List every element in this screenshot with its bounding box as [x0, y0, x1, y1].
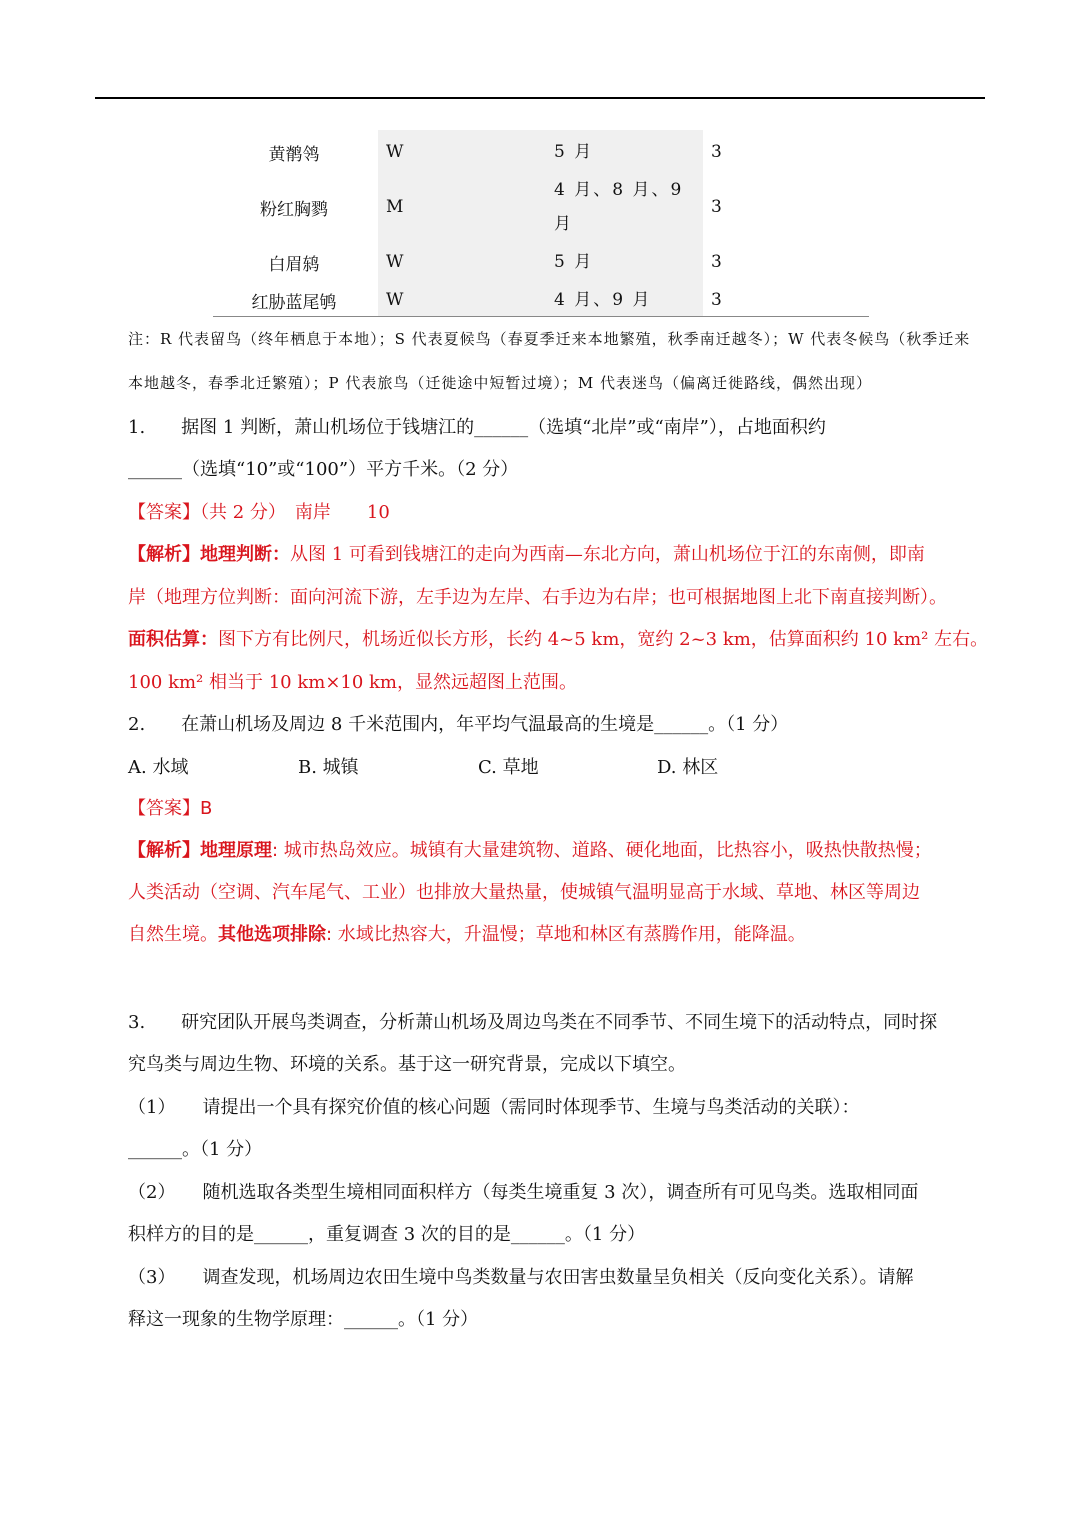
- analysis-text: : 水域比热容大，升温慢；草地和林区有蒸腾作用，能降温。: [326, 924, 806, 945]
- bird-month-line2: 月: [554, 214, 573, 234]
- bird-name: 白眉鸫: [268, 254, 320, 275]
- q1-analysis-line3: [128, 625, 998, 651]
- bird-month: 5 月: [498, 130, 703, 174]
- q3-sub1-line1: （1） 请提出一个具有探究价值的核心问题（需同时体现季节、生境与鸟类活动的关联）：: [128, 1097, 860, 1118]
- analysis-heading: 地理判断：: [200, 544, 290, 565]
- q1-stem-line2: ______（选填“10”或“100”）平方千米。（2 分）: [128, 459, 519, 480]
- q2-analysis-line2: 人类活动（空调、汽车尾气、工业）也排放大量热量，使城镇气温明显高于水域、草地、林区等周边: [128, 882, 920, 903]
- q1-answer: 【答案】（共 2 分） 南岸 10: [128, 502, 390, 523]
- bird-count: 3: [711, 252, 722, 272]
- q2-option-b: B. 城镇: [298, 757, 359, 778]
- bird-month-line1: 4 月、8 月、9: [554, 180, 684, 200]
- bird-type: W: [378, 130, 498, 174]
- q3-sub3-line1: （3） 调查发现，机场周边农田生境中鸟类数量与农田害虫数量呈负相关（反向变化关系）。请解: [128, 1267, 914, 1288]
- analysis-text: : 城市热岛效应。城镇有大量建筑物、道路、硬化地面，比热容小，吸热快散热慢；: [272, 840, 932, 861]
- q3-sub2-line2: 积样方的目的是______，重复调查 3 次的目的是______。（1 分）: [128, 1224, 646, 1245]
- table-row: [213, 130, 869, 174]
- table-row: [213, 284, 869, 316]
- q1-analysis-line4: 100 km² 相当于 10 km×10 km，显然远超图上范围。: [128, 672, 577, 693]
- bird-month: 4 月、9 月: [498, 284, 703, 316]
- bird-month: [498, 174, 703, 240]
- q3-stem-line1: 3. 研究团队开展鸟类调查，分析萧山机场及周边鸟类在不同季节、不同生境下的活动特点，同时探: [128, 1012, 938, 1033]
- q3-sub1-line2: ______。（1 分）: [128, 1139, 263, 1160]
- bird-type: W: [378, 240, 498, 284]
- table-note-line1: 注：R 代表留鸟（终年栖息于本地）；S 代表夏候鸟（春夏季迁来本地繁殖，秋季南迁越冬）；W 代表冬候鸟（秋季迁来: [128, 330, 971, 348]
- table-bottom-rule: [213, 316, 869, 317]
- q2-stem: 2. 在萧山机场及周边 8 千米范围内，年平均气温最高的生境是______。（1 分）: [128, 714, 789, 735]
- bird-name: 红胁蓝尾鸲: [251, 292, 337, 313]
- analysis-text: 从图 1 可看到钱塘江的走向为西南—东北方向，萧山机场位于江的东南侧，即南: [290, 544, 925, 565]
- bird-count: 3: [711, 142, 722, 162]
- analysis-text: 图下方有比例尺，机场近似长方形，长约 4~5 km，宽约 2~3 km，估算面积约 10 km² 左右。: [218, 629, 989, 650]
- analysis-heading: 面积估算：: [128, 629, 218, 650]
- bird-name: 黄鹡鸰: [268, 144, 320, 165]
- bird-count: 3: [711, 197, 722, 217]
- q3-sub2-line1: （2） 随机选取各类型生境相同面积样方（每类生境重复 3 次），调查所有可见鸟类。选取相同面: [128, 1182, 919, 1203]
- q1-analysis-line2: 岸（地理方位判断：面向河流下游，左手边为左岸、右手边为右岸；也可根据地图上北下南直接判断）。: [128, 587, 947, 608]
- table-row: [213, 174, 869, 240]
- bird-type: M: [378, 174, 498, 240]
- table-note-line2: 本地越冬，春季北迁繁殖）；P 代表旅鸟（迁徙途中短暂过境）；M 代表迷鸟（偏离迁徙路线，偶然出现）: [128, 374, 872, 392]
- q3-stem-line2: 究鸟类与周边生物、环境的关系。基于这一研究背景，完成以下填空。: [128, 1054, 686, 1075]
- q2-analysis-line3: [128, 920, 998, 946]
- bird-name: 粉红胸鹨: [260, 199, 328, 220]
- q2-option-c: C. 草地: [478, 757, 539, 778]
- bird-month: 5 月: [498, 240, 703, 284]
- q2-analysis-line1: [128, 836, 998, 862]
- q2-option-d: D. 林区: [657, 757, 719, 778]
- table-row: [213, 240, 869, 284]
- q3-sub3-line2: 释这一现象的生物学原理：______。（1 分）: [128, 1309, 479, 1330]
- q2-answer: 【答案】B: [128, 798, 213, 819]
- q1-analysis-line1: [128, 540, 998, 566]
- analysis-heading: 其他选项排除: [218, 924, 326, 945]
- analysis-text: 自然生境。: [128, 924, 218, 945]
- bird-count: 3: [711, 290, 722, 310]
- analysis-heading: 地理原理: [200, 840, 272, 861]
- q2-option-a: A. 水域: [128, 757, 189, 778]
- analysis-tag: 【解析】: [128, 840, 200, 861]
- bird-type: W: [378, 284, 498, 316]
- bird-table: [213, 130, 869, 317]
- q1-stem-line1: 1. 据图 1 判断，萧山机场位于钱塘江的______（选填“北岸”或“南岸”），占地面积约: [128, 417, 826, 438]
- analysis-tag: 【解析】: [128, 544, 200, 565]
- header-rule: [95, 97, 985, 99]
